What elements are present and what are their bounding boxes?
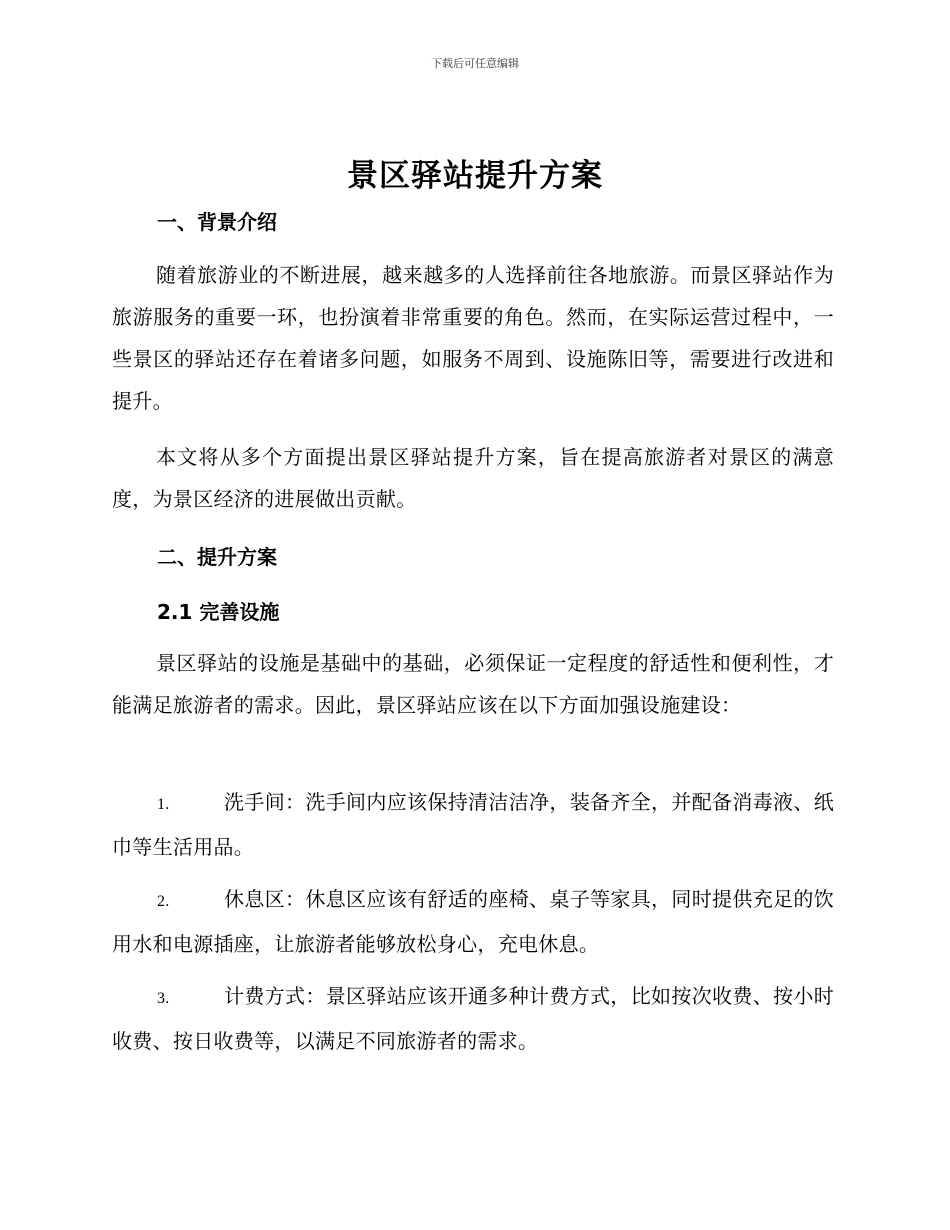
list-number: 2. [157,893,170,910]
header-note: 下载后可任意编辑 [431,57,519,70]
list-number: 1. [157,796,170,813]
paragraph-background-2: 本文将从多个方面提出景区驿站提升方案，旨在提高旅游者对景区的满意度，为景区经济的进展做出贡献。 [112,445,834,511]
paragraph-facilities-intro: 景区驿站的设施是基础中的基础，必须保证一定程度的舒适性和便利性，才能满足旅游者的需求。因此，景区驿站应该在以下方面加强设施建设： [112,651,834,717]
list-item-text: 休息区：休息区应该有舒适的座椅、桌子等家具，同时提供充足的饮用水和电源插座，让旅游者能够放松身心，充电休息。 [112,887,834,956]
section-heading-background: 一、背景介绍 [157,210,277,234]
list-item [112,975,834,1062]
list-item [112,781,834,868]
subsection-heading-facilities: 2.1 完善设施 [157,600,280,624]
section-heading-plan: 二、提升方案 [157,545,277,569]
list-number: 3. [157,990,170,1007]
document-title: 景区驿站提升方案 [347,158,603,194]
list-item [112,878,834,965]
paragraph-background-1: 随着旅游业的不断进展，越来越多的人选择前往各地旅游。而景区驿站作为旅游服务的重要一环，也扮演着非常重要的角色。然而，在实际运营过程中，一些景区的驿站还存在着诸多问题，如服务不周到、设施陈旧等，需要进行改进和提升。 [112,263,834,413]
list-item-text: 洗手间：洗手间内应该保持清洁洁净，装备齐全，并配备消毒液、纸巾等生活用品。 [112,790,834,859]
list-item-text: 计费方式：景区驿站应该开通多种计费方式，比如按次收费、按小时收费、按日收费等，以满足不同旅游者的需求。 [112,984,834,1053]
